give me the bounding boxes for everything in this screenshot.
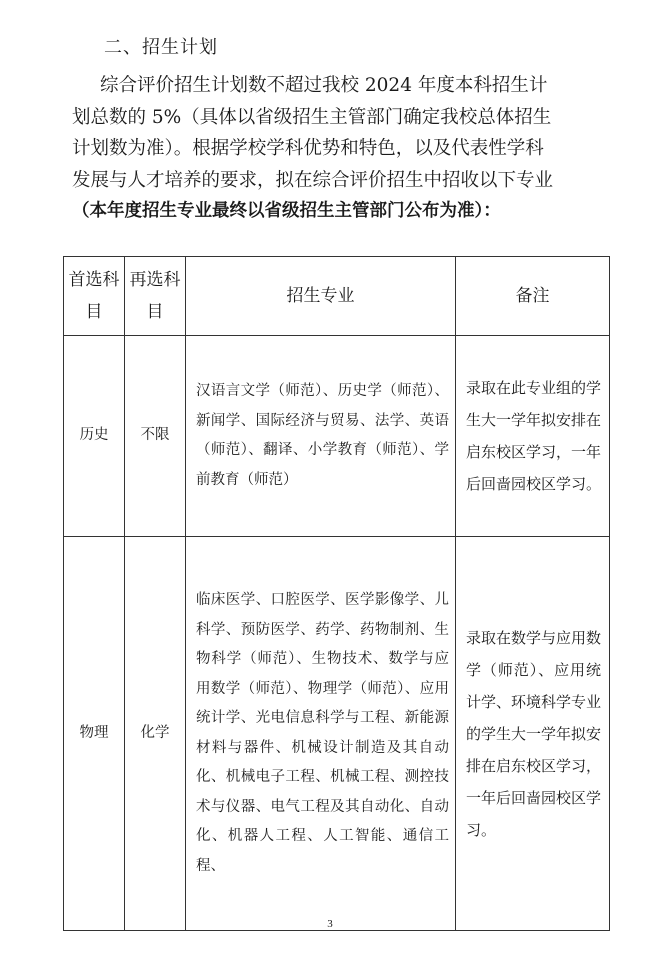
- table-row: [64, 537, 610, 931]
- majors-table: [63, 256, 610, 931]
- table-header-row: [64, 257, 610, 336]
- header-majors: 招生专业: [186, 257, 456, 336]
- cell-notes: 录取在数学与应用数学（师范）、应用统计学、环境科学专业的学生大一学年拟安排在启东校区学习，一年后回啬园校区学习。: [456, 537, 610, 931]
- cell-notes: 录取在此专业组的学生大一学年拟安排在启东校区学习，一年后回啬园校区学习。: [456, 336, 610, 537]
- section-heading: 二、招生计划: [104, 37, 218, 58]
- cell-first-subject: 物理: [64, 537, 125, 931]
- header-second-subject: 再选科目: [125, 257, 186, 336]
- cell-majors: 汉语言文学（师范）、历史学（师范）、新闻学、国际经济与贸易、法学、英语（师范）、翻译、小学教育（师范）、学前教育（师范）: [186, 336, 456, 537]
- paragraph-line: 综合评价招生计划数不超过我校 2024 年度本科招生计: [100, 75, 548, 96]
- cell-second-subject: 不限: [125, 336, 186, 537]
- paragraph-line: 发展与人才培养的要求，拟在综合评价招生中招收以下专业: [72, 169, 554, 191]
- cell-second-subject: 化学: [125, 537, 186, 931]
- paragraph-bold-note: （本年度招生专业最终以省级招生主管部门公布为准）：: [72, 201, 501, 221]
- page-number: 3: [327, 918, 333, 930]
- header-first-subject: 首选科目: [64, 257, 125, 336]
- plan-paragraph: [72, 70, 592, 228]
- paragraph-line: 计划数为准）。根据学校学科优势和特色，以及代表性学科: [72, 138, 544, 159]
- table-row: [64, 336, 610, 537]
- paragraph-line: 划总数的 5%（具体以省级招生主管部门确定我校总体招生: [72, 106, 552, 128]
- header-notes: 备注: [456, 257, 610, 336]
- cell-first-subject: 历史: [64, 336, 125, 537]
- cell-majors: 临床医学、口腔医学、医学影像学、儿科学、预防医学、药学、药物制剂、生物科学（师范）、生物技术、数学与应用数学（师范）、物理学（师范）、应用统计学、光电信息科学与工程、新能源材料与器件、机械设计制造及其自动化、机械电子工程、机械工程、测控技术与仪器、电气工程及其自动化、自动化、机器人工程、人工智能、通信工程、: [186, 537, 456, 931]
